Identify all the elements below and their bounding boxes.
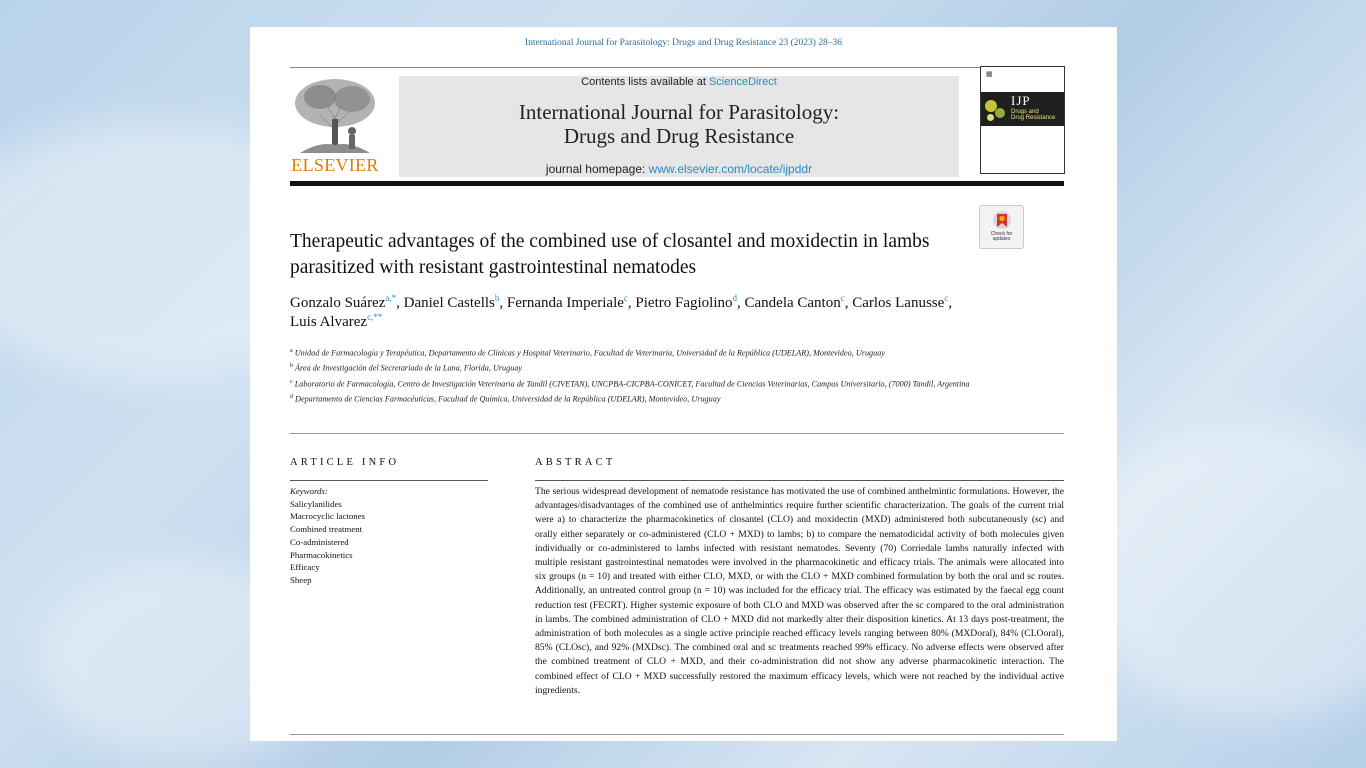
check-for-updates-button[interactable] <box>979 205 1024 249</box>
keyword: Macrocyclic lactones <box>290 511 365 522</box>
author-list: Gonzalo Suárez$^{a,*}$, Daniel Castells$^b$, Fernanda Imperiale$^c$, Pietro Fagiolino$^d$, Candela Canton$^c$, Carlos Lanusse$^c$, Luis Alvarez$^{c,**}$ <box>290 293 953 330</box>
contents-line <box>399 76 959 88</box>
keywords-label: Keywords: <box>290 486 328 496</box>
journal-cover-thumbnail <box>980 66 1065 174</box>
article-info-heading: ARTICLE INFO <box>290 457 400 468</box>
cover-subtitle-line2: Drug Resistance <box>1011 115 1056 121</box>
journal-title-line1: International Journal for Parasitology: <box>518 100 840 124</box>
cover-subtitle <box>1011 109 1055 121</box>
cover-dot <box>995 108 1005 118</box>
affiliations-rule <box>290 433 1064 434</box>
keyword: Efficacy <box>290 562 320 573</box>
page-bottom-rule <box>290 734 1064 735</box>
journal-masthead <box>399 76 959 177</box>
background-wave <box>1080 420 1366 720</box>
cover-publisher-mark: ▦ <box>986 70 993 78</box>
affiliation: $^a$ Unidad de Farmacología y Terapéutica, Departamento de Clínicas y Hospital Veterinario, Facultad de Veterinaria, Universidad de la República (UDELAR), Montevideo, Uruguay <box>290 348 885 358</box>
author[interactable]: Candela Canton$^c$ <box>744 293 845 311</box>
affiliation: $^d$ Departamento de Ciencias Farmacéuticas, Facultad de Química, Universidad de la República (UDELAR), Montevideo, Uruguay <box>290 393 721 404</box>
masthead-top-rule <box>290 67 1064 68</box>
author[interactable]: Fernanda Imperiale$^c$ <box>506 293 628 311</box>
keyword: Co-administered <box>290 536 349 547</box>
cover-band <box>981 92 1064 126</box>
keywords-list <box>290 485 480 587</box>
author[interactable]: Luis Alvarez$^{c,**}$ <box>290 312 383 330</box>
sciencedirect-link[interactable]: ScienceDirect <box>708 76 777 88</box>
author[interactable]: Carlos Lanusse$^c$ <box>852 293 949 311</box>
homepage-link[interactable]: www.elsevier.com/locate/ijpddr <box>648 162 813 176</box>
cover-title: IJP <box>1011 93 1031 108</box>
check-label-line1: Check for <box>990 231 1013 237</box>
masthead-thick-rule <box>290 181 1064 186</box>
pdf-page <box>250 27 1117 741</box>
abstract-rule <box>535 480 1064 481</box>
running-header: International Journal for Parasitology: Drugs and Drug Resistance 23 (2023) 28–36 <box>524 38 843 48</box>
check-for-updates-icon <box>992 210 1012 232</box>
author[interactable]: Gonzalo Suárez$^{a,*}$ <box>290 293 397 311</box>
check-label-line2: updates <box>992 236 1011 242</box>
author[interactable]: Daniel Castells$^b$ <box>403 293 500 311</box>
article-info-rule <box>290 480 488 481</box>
contents-prefix: Contents lists available at <box>581 76 709 88</box>
affiliation: $^c$ Laboratorio de Farmacología, Centro de Investigación Veterinaria de Tandil (CIVETAN), UNCPBA-CICPBA-CONICET, Facultad de Ciencias Veterinarias, Campus Universitario, (7000) Tandil, Argentina <box>290 378 970 389</box>
elsevier-wordmark: ELSEVIER <box>291 155 379 175</box>
keyword: Salicylanilides <box>290 498 342 509</box>
keyword: Sheep <box>290 574 312 585</box>
keyword: Combined treatment <box>290 524 363 535</box>
journal-title <box>399 100 959 148</box>
check-for-updates-label <box>980 232 1023 242</box>
article-title: Therapeutic advantages of the combined use of closantel and moxidectin in lambs parasitized with resistant gastrointestinal nematodes <box>290 231 930 278</box>
homepage-line <box>399 162 959 176</box>
author[interactable]: Pietro Fagiolino$^d$ <box>635 293 737 311</box>
homepage-prefix: journal homepage: <box>545 162 649 176</box>
elsevier-tree-icon <box>290 75 380 155</box>
elsevier-logo <box>290 75 380 177</box>
keyword: Pharmacokinetics <box>290 549 353 560</box>
journal-title-line2: Drugs and Drug Resistance <box>563 124 795 148</box>
affiliations <box>290 345 980 406</box>
affiliation: $^b$ Área de Investigación del Secretariado de la Lana, Florida, Uruguay <box>290 363 523 374</box>
cover-subtitle-line1: Drugs and <box>1011 109 1039 115</box>
cover-dot <box>987 114 994 121</box>
abstract-text: The serious widespread development of nematode resistance has motivated the use of combined anthelmintic formulations. However, the advantages/disadvantages of the combined use of anthelmintics require further scientific characterization. The goals of the current trial were a) to characterize the pharmacokinetics of closantel (CLO) and moxidectin (MXD) administered both subcutaneously (sc) and orally either separately or co-administered (CLO + MXD) to lambs; b) to compare the nematodicidal activity of both molecules given individually or co-administered to lambs infected with resistant nematodes. Seventy (70) Corriedale lambs naturally infected with multiple resistant gastrointestinal nematodes were involved in the pharmacokinetic and efficacy trials. The animals were allocated into six groups (n = 10) and treated with either CLO, MXD, or with the CLO + MXD combined formulation by both the oral and sc routes. Additionally, an untreated control group (n = 10) was included for the efficacy trial. The efficacy was estimated by the faecal egg count reduction test (FECRT). Higher systemic exposure of both CLO and MXD was observed after the sc compared to the oral administration in lambs. The combined administration of CLO + MXD did not markedly alter their disposition kinetics. At 13 days post-treatment, the administration of both molecules as a single active principle reached efficacy levels ranging between 80% (MXDoral), 84% (CLOoral), 85% (CLOsc), and 92% (MXDsc). The combined oral and sc treatments reached 99% efficacy. No adverse effects were observed after the combined treatment of CLO + MXD, and their co-administration did not show any adverse pharmacokinetic interaction. The combined effect of CLO + MXD successfully restored the maximum efficacy levels, which were not reached by the individual active ingredients. <box>535 486 1064 696</box>
abstract-heading: ABSTRACT <box>535 457 616 468</box>
